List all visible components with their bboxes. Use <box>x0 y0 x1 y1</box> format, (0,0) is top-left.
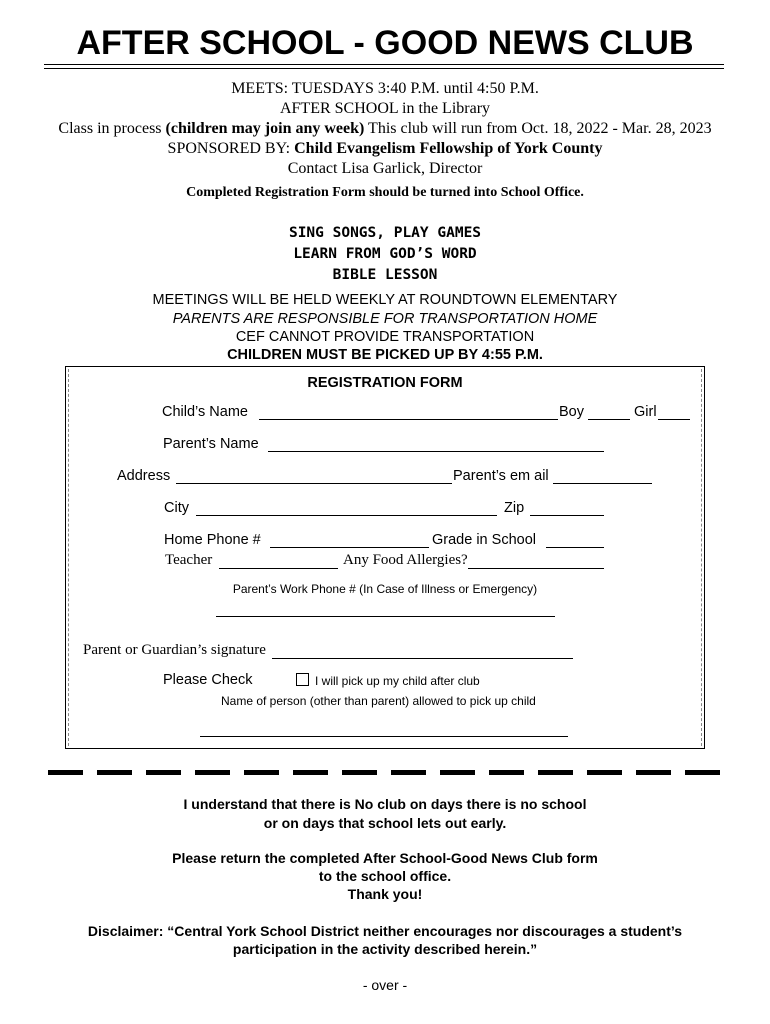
contact-line: Contact Lisa Garlick, Director <box>287 160 483 177</box>
boy-field[interactable] <box>588 419 630 420</box>
address-label: Address <box>117 468 171 484</box>
food-allergies-field[interactable] <box>468 568 604 569</box>
food-allergies-label: Any Food Allergies? <box>343 552 468 568</box>
form-heading: REGISTRATION FORM <box>307 375 463 391</box>
city-field[interactable] <box>196 515 497 516</box>
teacher-field[interactable] <box>219 568 338 569</box>
no-club-notice-1: I understand that there is No club on days there is no school <box>183 796 587 812</box>
signature-label: Parent or Guardian’s signature <box>83 642 266 658</box>
title-underline-top <box>44 64 724 65</box>
return-notice-1: Please return the completed After School-Good News Club form <box>172 850 598 866</box>
work-phone-field[interactable] <box>216 616 555 617</box>
meeting-times: MEETS: TUESDAYS 3:40 P.M. until 4:50 P.M. <box>231 80 539 97</box>
city-label: City <box>164 500 189 516</box>
meeting-location: AFTER SCHOOL in the Library <box>279 100 491 117</box>
parents-name-field[interactable] <box>268 451 604 452</box>
signature-field[interactable] <box>272 658 573 659</box>
parents-name-label: Parent’s Name <box>163 436 259 452</box>
grade-field[interactable] <box>546 547 604 548</box>
disclaimer-2: participation in the activity described herein.” <box>232 941 538 957</box>
parents-notice: PARENTS ARE RESPONSIBLE FOR TRANSPORTATION HOME <box>172 311 598 327</box>
page-title: AFTER SCHOOL - GOOD NEWS CLUB <box>76 24 694 62</box>
activity-line: BIBLE LESSON <box>332 267 438 283</box>
address-field[interactable] <box>176 483 452 484</box>
home-phone-label: Home Phone # <box>164 532 261 548</box>
sponsor-prefix: SPONSORED BY: <box>167 140 295 157</box>
work-phone-label: Parent’s Work Phone # (In Case of Illness or Emergency) <box>232 582 538 596</box>
disclaimer-1: Disclaimer: “Central York School District neither encourages nor discourages a student’s <box>87 923 683 939</box>
cut-line-divider <box>48 770 720 775</box>
meetings-notice: MEETINGS WILL BE HELD WEEKLY AT ROUNDTOWN ELEMENTARY <box>152 292 618 308</box>
home-phone-field[interactable] <box>270 547 429 548</box>
pickup-option-label: I will pick up my child after club <box>315 674 480 688</box>
please-check-label: Please Check <box>163 672 253 688</box>
other-person-field[interactable] <box>200 736 568 737</box>
girl-label: Girl <box>634 404 657 420</box>
parents-email-field[interactable] <box>553 483 652 484</box>
other-person-label: Name of person (other than parent) allowed to pick up child <box>221 694 536 708</box>
pickup-option[interactable] <box>296 673 480 688</box>
class-info-prefix: Class in process <box>58 120 166 137</box>
boy-label: Boy <box>559 404 584 420</box>
return-notice-2: to the school office. <box>318 868 452 884</box>
sponsor-name: Child Evangelism Fellowship of York County <box>294 140 603 157</box>
zip-label: Zip <box>504 500 525 516</box>
sponsor-line <box>0 140 770 158</box>
zip-field[interactable] <box>530 515 604 516</box>
class-info-bold: (children may join any week) <box>165 120 365 137</box>
class-info <box>0 120 770 138</box>
girl-field[interactable] <box>658 419 690 420</box>
pickup-checkbox[interactable] <box>296 673 309 686</box>
pickup-notice: CHILDREN MUST BE PICKED UP BY 4:55 P.M. <box>227 347 543 363</box>
parents-email-label: Parent’s em ail <box>453 468 549 484</box>
teacher-label: Teacher <box>165 552 213 568</box>
thank-you: Thank you! <box>347 886 423 902</box>
activity-line: LEARN FROM GOD’S WORD <box>293 246 477 262</box>
activity-line: SING SONGS, PLAY GAMES <box>288 225 482 241</box>
no-club-notice-2: or on days that school lets out early. <box>263 815 507 831</box>
class-info-suffix: This club will run from Oct. 18, 2022 - Mar. 28, 2023 <box>364 120 712 137</box>
childs-name-field[interactable] <box>259 419 558 420</box>
title-underline-bottom <box>44 68 724 69</box>
completed-note: Completed Registration Form should be turned into School Office. <box>186 185 584 200</box>
childs-name-label: Child’s Name <box>162 404 248 420</box>
over-indicator: - over - <box>362 977 408 993</box>
cef-notice: CEF CANNOT PROVIDE TRANSPORTATION <box>235 329 535 345</box>
grade-label: Grade in School <box>432 532 536 548</box>
